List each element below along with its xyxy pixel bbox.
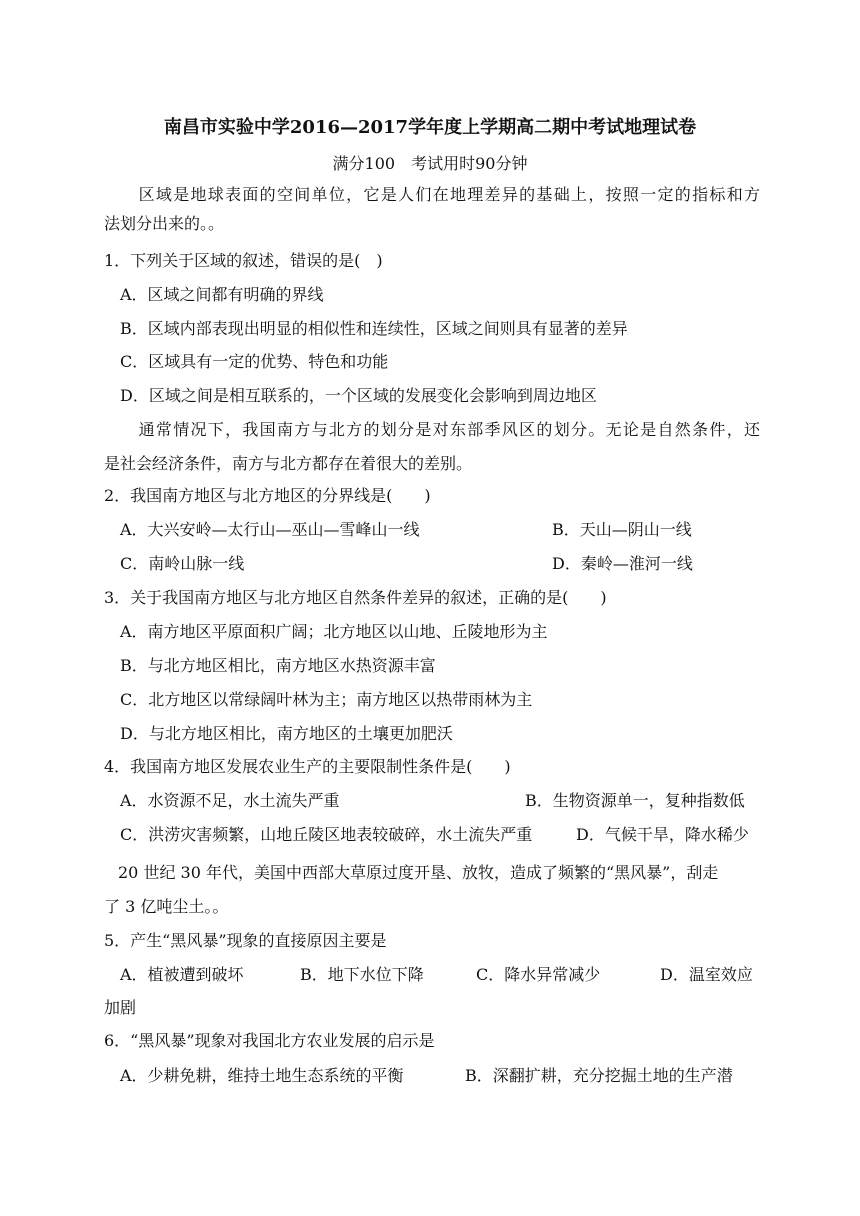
q1-option-b: B．区域内部表现出明显的相似性和连续性，区域之间则具有显著的差异 [120, 319, 628, 338]
question-6: 6．“黑风暴”现象对我国北方农业发展的启示是 [104, 1031, 435, 1050]
q2-option-c: C．南岭山脉一线 [120, 554, 245, 573]
q4-option-b: B．生物资源单一，复种指数低 [525, 791, 745, 810]
question-1: 1．下列关于区域的叙述，错误的是( ) [104, 251, 383, 270]
q6-option-a: A．少耕免耕，维持土地生态系统的平衡 [120, 1066, 404, 1085]
q3-option-b: B．与北方地区相比，南方地区水热资源丰富 [120, 656, 436, 675]
q5-option-b: B．地下水位下降 [300, 965, 424, 984]
intro-line-1: 区域是地球表面的空间单位，它是人们在地理差异的基础上，按照一定的指标和方 [104, 185, 760, 204]
question-3: 3．关于我国南方地区与北方地区自然条件差异的叙述，正确的是( ) [104, 588, 607, 607]
q3-option-a: A．南方地区平原面积广阔；北方地区以山地、丘陵地形为主 [120, 622, 548, 641]
question-4: 4．我国南方地区发展农业生产的主要限制性条件是( ) [104, 757, 511, 776]
passage-2-line-2: 是社会经济条件，南方与北方都存在着很大的差别。 [104, 454, 473, 473]
q3-option-c: C．北方地区以常绿阔叶林为主；南方地区以热带雨林为主 [120, 690, 533, 709]
question-2: 2．我国南方地区与北方地区的分界线是( ) [104, 486, 431, 505]
q5-option-c: C．降水异常减少 [476, 965, 601, 984]
q5-option-d: D．温室效应 [660, 965, 753, 984]
q4-option-a: A．水资源不足，水土流失严重 [120, 791, 340, 810]
question-5: 5．产生“黑风暴”现象的直接原因主要是 [104, 931, 387, 950]
passage-3-line-1: 20 世纪 30 年代，美国中西部大草原过度开垦、放牧，造成了频繁的“黑风暴”，刮走 [118, 863, 719, 882]
q4-option-d: D．气候干旱，降水稀少 [576, 825, 749, 844]
q3-option-d: D．与北方地区相比，南方地区的土壤更加肥沃 [120, 724, 453, 743]
passage-2-line-1: 通常情况下，我国南方与北方的划分是对东部季风区的划分。无论是自然条件，还 [104, 420, 760, 439]
page-title: 南昌市实验中学2016—2017学年度上学期高二期中考试地理试卷 [163, 117, 697, 138]
q6-option-b: B．深翻扩耕，充分挖掘土地的生产潜 [465, 1066, 733, 1085]
q2-option-d: D．秦岭—淮河一线 [552, 554, 693, 573]
passage-3-line-2: 了 3 亿吨尘土。。 [104, 897, 229, 916]
q2-option-a: A．大兴安岭—太行山—巫山—雪峰山一线 [120, 520, 420, 539]
q2-option-b: B．天山—阴山一线 [552, 520, 692, 539]
q1-option-d: D．区域之间是相互联系的，一个区域的发展变化会影响到周边地区 [120, 386, 597, 405]
q1-option-c: C．区域具有一定的优势、特色和功能 [120, 352, 389, 371]
q5-option-a: A．植被遭到破坏 [120, 965, 244, 984]
exam-info: 满分100 考试用时90分钟 [332, 154, 528, 173]
q1-option-a: A．区域之间都有明确的界线 [120, 285, 324, 304]
intro-line-2: 法划分出来的。。 [104, 214, 225, 233]
q4-option-c: C．洪涝灾害频繁，山地丘陵区地表较破碎，水土流失严重 [120, 825, 533, 844]
q5-option-d-continued: 加剧 [104, 998, 137, 1017]
